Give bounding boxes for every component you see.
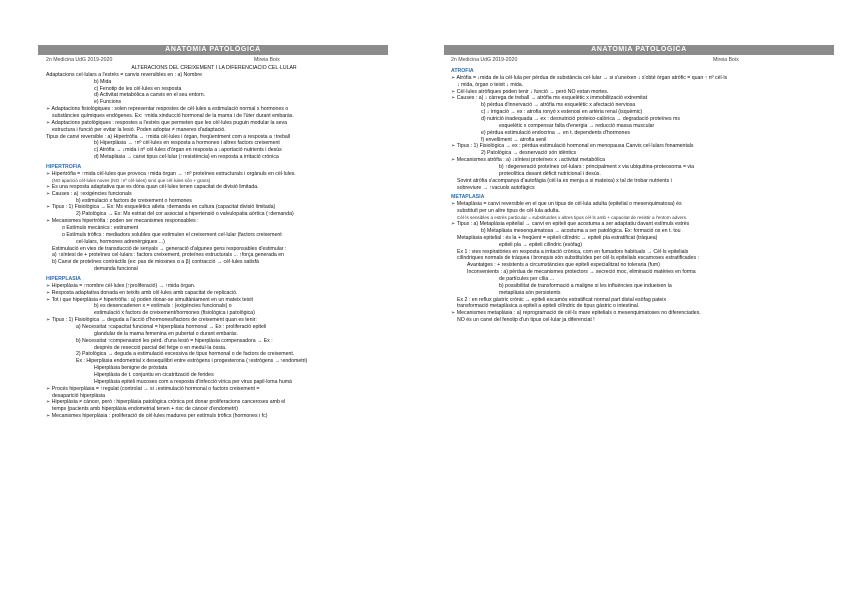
meta-line bbox=[451, 57, 829, 64]
text-line: ALTERACIONS DEL CREIXEMENT I LA DIFERENCIACIÓ CEL·LULAR bbox=[131, 65, 297, 71]
text-line: c) Fenotip de les cèl·lules en resposta bbox=[94, 85, 182, 92]
text-line: Ex 1 : vies respiratòries en resposta a irritació crònica, com en fumadors habituals → Cèl·ls epitelials bbox=[457, 248, 689, 255]
text-line: ➢ Causes : a) ↓ càrrega de treball → atròfia ms esquelètic x immobilització extremitat bbox=[451, 95, 829, 102]
text-line: Ex : Hiperplàsia endometrial x desequilibri entre estrògens i progesterona (↑estrògens →↑endometri) bbox=[76, 358, 308, 365]
text-line: ➢ És una resposta adaptativa que es dóna quan cèl·lules tenen capacitat de divisió limitada. bbox=[46, 184, 382, 191]
text-line: NO és un canvi del fenotip d'un tipus cel·lular ja diferenciat ! bbox=[457, 317, 595, 324]
text-line: a) ↑síntesi de + proteïnes cel·lulars : factors creixement, proteïnes estructurals ... ↑força generada en bbox=[52, 252, 284, 259]
text-line: desaparició hiperplàsia bbox=[52, 392, 106, 399]
text-line: ➢ Mecanismes hipertròfia : poden ser mecanismes responsables : bbox=[46, 218, 382, 225]
text-line: substituït per un altre tipus de cèl·lula adulta. bbox=[457, 208, 560, 215]
text-line: ➢ Tipus : 1) Fisiològica → deguda a l'acció d'hormones/factors de creixement quan es tenir: bbox=[46, 317, 382, 324]
text-line: o Estímuls tròfics : mediadors solubles que estimulen el creixement cel·lular (factors creixement bbox=[62, 231, 282, 238]
text-line: f) envelliment → atrofia senil bbox=[481, 136, 547, 143]
text-line: b) Mida bbox=[94, 78, 112, 85]
text-line: b) pèrdua d'innervació → atròfia ms esquelètic x afectació nerviosa bbox=[481, 102, 636, 109]
right-page bbox=[424, 0, 848, 599]
text-line: ➢ Mecanismes atròfia : a) ↓síntesi proteïnes x ↓activitat metabòlica bbox=[451, 157, 829, 164]
text-line: substàncies químiques endògenes. Ex: ↑mida xinducció hormonal de la mama i de l'úter durant embaràs. bbox=[52, 113, 294, 120]
text-line: b) Hiperplàsia → ↑nº cèl·lules en resposta a hormones i altres factors creixement bbox=[94, 140, 280, 147]
text-line: cilíndriques normals de tràquea i bronquis són substituïdes per cèl·ls epitelials escamoses estratificades : bbox=[457, 255, 699, 262]
text-line: b) Canvi de proteïnes contràctils (ex: pas de miosines α a β) contracció → cèl·lules satisfà bbox=[52, 259, 259, 266]
text-line: ➢ Adaptacions patològiques : respostes a l'estrès que permeten que les cèl·lules puguin modular la seva bbox=[46, 120, 382, 127]
text-line: o Estímuls mecànics : estirament bbox=[62, 224, 139, 231]
text-line: ➢ Causes : a) ↑exigències funcionals bbox=[46, 191, 382, 198]
text-line: 2) Patològica → Ex: Ms estriat del cor associat a hipertensió o valvulopatia aòrtica (↑demanda) bbox=[76, 211, 294, 218]
text-line: 2) Patològica → desnervació són idèntics bbox=[481, 150, 577, 157]
text-line: Adaptacions cel·lulars a l'estrès = canvis reversibles en : a) Nombre bbox=[46, 71, 202, 78]
text-line: b) Metaplàsia mesenquimatosa → acostuma a ser patològica. Ex: formació os en t. tou bbox=[481, 227, 681, 234]
text-line: Avantatges : + resistents a circumstàncies que epiteli especialitzat no toleraria (fum) bbox=[467, 262, 660, 269]
text-line: (NO aparició cèl·lules noves (NO ↑nº cèl·lules) sinó que cèl·lules són + grans) bbox=[52, 177, 211, 183]
text-line: c) ↓ irrigació → ex : atrofia ronyó x estenosi en artèria renal (isquèmic) bbox=[481, 109, 643, 116]
author-label: Mireia Boix bbox=[254, 57, 280, 63]
text-line: ➢ Cèl·lules atròfiques poden tenir ↓ funció → però NO estan mortes. bbox=[451, 89, 829, 96]
text-line: Hiperplàsia epiteli mucoses com a resposta d'infecció vírica per virus papil·loma humà bbox=[94, 378, 292, 385]
section-heading: METAPLÀSIA bbox=[451, 194, 485, 201]
text-line: b) estimulació x factors de creixement o hormones bbox=[76, 197, 192, 204]
text-line: Cèl·ls sensibles a estrès particular = substituïdes x altres tipus cèl·ls amb + capacitat de resistir a l'entorn advers. bbox=[457, 215, 688, 221]
text-line: a) Necessitat ↑capacitat funcional = hiperplàsia hormonal → Ex : proliferació epiteli bbox=[76, 324, 267, 330]
text-line: després de resecció parcial del fetge o en medul·la òssia. bbox=[94, 344, 227, 351]
page-header-bar: ANATOMIA PATOLÒGICA bbox=[38, 45, 388, 55]
section-heading: HIPERTRÒFIA bbox=[46, 164, 82, 171]
text-line: ➢ Adaptacions fisiològiques : solen representar respostes de cèl·lules a estimulació normal x hormones o bbox=[46, 106, 382, 113]
text-line: Metaplàsia epitelial : és la + freqüent = epiteli cilíndric → epiteli pla estratificat (tràquea) bbox=[457, 234, 658, 241]
text-line: ➢ Atròfia = ↓mida de la cèl·lula per pèrdua de substància cel·lular → si s'uneixen ↓ s'obté òrgan atròfic = quan ↑ nº cèl·ls bbox=[451, 75, 829, 82]
text-line: d) Metaplàsia → canvi tipus cel·lular (↑resistència) en resposta a irritació crònica bbox=[94, 154, 279, 161]
text-line: e) Funcions bbox=[94, 99, 122, 106]
text-line: Ex 2 : en reflux gàstric crònic → epiteli escamós estratificat normal part distal esòfag pateix bbox=[457, 296, 667, 303]
page-body bbox=[451, 65, 829, 324]
text-line: e) pèrdua estimulació endocrina → en t. dependents d'hormones bbox=[481, 129, 630, 136]
text-line: glandular de la mama femenina en pubertat o durant embaràs. bbox=[94, 330, 238, 337]
text-line: ➢ Mecanismes metaplàsia : a) reprogramació de cèl·ls mare epitelials o mesenquimatoses no diferenciades. bbox=[451, 310, 829, 317]
text-line: ↓ mida, òrgan o teixit ↓ mida. bbox=[457, 81, 524, 88]
text-line: cel·lulars, hormones adrenèrgiques ...) bbox=[76, 238, 165, 245]
text-line: ➢ Mecanismes hiperplàsia : proliferació de cèl·lules madures per estímuls tròfics (hormones i fc) bbox=[46, 413, 382, 420]
text-line: ➢ Tipus : 1) Fisiològica → Ex: Ms esquelètics atleta ↑demanda en cultura (capacitat divisió limitada) bbox=[46, 204, 382, 211]
text-line: metaplàsia són persistents bbox=[499, 289, 561, 296]
text-line: temps (pacients amb hiperplàsia endometrial tenen + risc de càncer d'endometri) bbox=[52, 406, 238, 413]
text-line: estimulació x factors de creixement/hormones (fisiològica i patològica) bbox=[94, 310, 255, 317]
course-label: 2n Medicina UdG 2019-2020 bbox=[46, 57, 113, 63]
text-line: b) ↑degeneració proteïnes cel·lulars : principalment x via ubiquitina-proteosoma = via bbox=[499, 164, 695, 171]
page-header-bar: ANATOMIA PATOLÒGICA bbox=[444, 45, 834, 55]
text-line: b) Necessitat ↑compensatori les pèrd. d'una lesió = hiperplàsia compensadora → Ex : bbox=[76, 337, 273, 344]
meta-line bbox=[46, 57, 382, 64]
text-line: ➢ Hipertròfia = ↑mida cèl·lules que provoca ↑mida òrgan → ↑nº proteïnes estructurals i orgànuls en cèl·lules. bbox=[46, 171, 382, 178]
text-line: b) es desencadenen x = estímuls : (exigències funcionals) o bbox=[94, 303, 232, 310]
text-line: demanda funcional bbox=[94, 266, 138, 273]
text-line: ➢ Procés hiperplàsia = ↑regulat (controlat → si ↓estimulació hormonal o factors creixement = bbox=[46, 386, 382, 393]
text-line: ➢ Tipus : a) Metaplàsia epitelial → canvi en epiteli que acostuma a ser adaptatiu davant estímuls estrès bbox=[451, 221, 829, 228]
text-line: 2) Patològica → deguda a estimulació excessiva de tipus hormonal o de factors de creixement. bbox=[76, 351, 295, 358]
text-line: ➢ Tot i que hiperplàsia ≠ hipertròfia : a) poden donar-se simultàniament en un mateix teixit bbox=[46, 297, 382, 304]
text-line: ➢ Resposta adaptativa donada en teixits amb cèl·lules amb capacitat de replicació. bbox=[46, 290, 382, 297]
text-line: d) Activitat metabòlica a canvis en el seu entorn. bbox=[94, 92, 206, 99]
text-line: ➢ Metaplàsia = canvi reversible en el que un tipus de cèl·lula adulta (epitelial o mesenquimatosa) és bbox=[451, 201, 829, 208]
text-line: transformació metaplàsica a epiteli a epiteli cilíndric de tipus gàstric o intestinal. bbox=[457, 303, 640, 310]
text-line: ➢ Tipus : 1) Fisiològica → ex : pèrdua estimulació hormonal en menopausa Canvis cel·lulars fonamentals bbox=[451, 143, 829, 150]
author-label: Mireia Boix bbox=[713, 57, 739, 63]
text-line: de partícules per cília ... bbox=[499, 275, 555, 282]
text-line: Hiperplàsia de t. conjuntiu en cicatrització de ferides bbox=[94, 372, 214, 379]
course-label: 2n Medicina UdG 2019-2020 bbox=[451, 57, 518, 63]
text-line: estructura i funció per evitar la lesió. Poden adoptar ≠ maneres d'adaptació. bbox=[52, 126, 226, 133]
section-heading: ATRÒFIA bbox=[451, 68, 474, 74]
text-line: Tipus de canvi reversible : a) Hipertròfia → ↑mida cèl·lules i òrgan, freqüentment com a resposta a ↑treball bbox=[46, 133, 291, 140]
text-line: b) possibilitat de transformació a maligne si les influències que indueixen la bbox=[499, 282, 672, 289]
text-line: c) Atròfia → ↓mida i nº cèl·lules d'òrgan en resposta a ↓aportació nutrients i desús bbox=[94, 147, 282, 154]
text-line: Sovint atròfia s'acompanya d'autofàgia (cèl·la es menja a si mateixa) x tal de trobar nutrients i bbox=[457, 177, 672, 184]
text-line: Estimulació en vies de transducció de senyals → generació d'algunes gens responsables d'estimular : bbox=[52, 245, 287, 252]
text-line: proteolítica davant dèficit nutricional i desús. bbox=[499, 170, 601, 177]
text-line: Hiperplàsia benigne de pròstata bbox=[94, 365, 168, 372]
page-body bbox=[46, 65, 382, 420]
text-line: ➢ Hiperplàsia ≠ càncer, però : hiperplàsia patològica crònica pot donar proliferacions canceroses amb el bbox=[46, 399, 382, 406]
text-line: epiteli pla → epiteli cilíndric (esòfag) bbox=[499, 241, 583, 248]
text-line: Inconvenients : a) pèrdua de mecanismes protectors → secreció moc, eliminació matèries en forma bbox=[467, 269, 696, 276]
section-heading: HIPERPLÀSIA bbox=[46, 275, 81, 282]
text-line: d) nutrició inadequada → ex : desnutrició proteico-calòrica → degradació proteïnes ms bbox=[481, 116, 680, 123]
text-line: ➢ Hiperplàsia = ↑nombre cèl·lules (↑proliferació) → ↑mida òrgan. bbox=[46, 283, 382, 290]
text-line: esquelètic x compensar falta d'energia → reducció massa muscular bbox=[499, 122, 655, 129]
text-line: sobreviure → ↑vacuols autofàgics bbox=[457, 184, 535, 191]
